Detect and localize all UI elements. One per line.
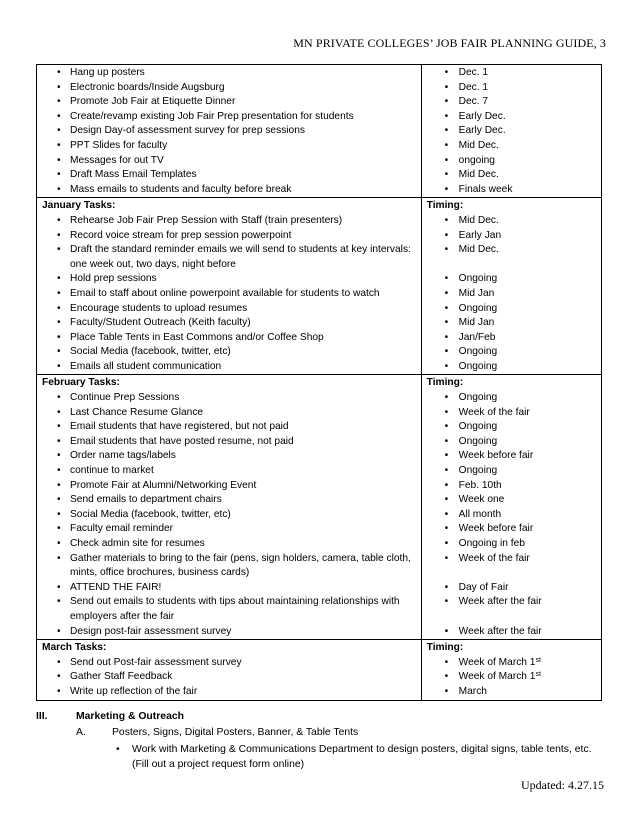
bullet-icon: • bbox=[57, 244, 61, 256]
list-item: • Mid Dec. bbox=[425, 243, 598, 258]
december-tasks-cell bbox=[37, 65, 422, 198]
page-header: MN PRIVATE COLLEGES’ JOB FAIR PLANNING GUIDE, 3 bbox=[293, 36, 606, 50]
list-item: • Design Day-of assessment survey for prep sessions bbox=[40, 124, 418, 139]
bullet-icon: • bbox=[444, 139, 449, 151]
list-item: • Feb. 10th bbox=[425, 479, 598, 494]
bullet-icon: • bbox=[444, 406, 449, 418]
bullet-icon: • bbox=[57, 110, 61, 122]
bullet-icon: • bbox=[444, 435, 449, 447]
list-item: • Write up reflection of the fair bbox=[40, 685, 418, 700]
list-item: • Week of the fair bbox=[425, 552, 598, 567]
marketing-section bbox=[36, 709, 606, 772]
bullet-icon: • bbox=[57, 465, 61, 477]
list-item: • Hang up posters bbox=[40, 66, 418, 81]
list-item: • Promote Fair at Alumni/Networking Event bbox=[40, 479, 418, 494]
list-item: • Send emails to department chairs bbox=[40, 493, 418, 508]
list-item: • Mid Dec. bbox=[425, 214, 598, 229]
bullet-icon: • bbox=[57, 421, 61, 433]
bullet-icon: • bbox=[57, 346, 61, 358]
subsection-text: Posters, Signs, Digital Posters, Banner, & Table Tents bbox=[112, 727, 359, 738]
list-item: • Place Table Tents in East Commons and/or Coffee Shop bbox=[40, 331, 418, 346]
bullet-icon: • bbox=[444, 479, 449, 491]
list-item: • Record voice stream for prep session powerpoint bbox=[40, 229, 418, 244]
march-row bbox=[37, 640, 602, 700]
section-number: III. bbox=[36, 711, 48, 722]
list-item: • March bbox=[425, 685, 598, 700]
list-item: • Order name tags/labels bbox=[40, 449, 418, 464]
march-timing-cell bbox=[421, 640, 601, 700]
bullet-icon: • bbox=[57, 360, 61, 372]
list-item: • Early Dec. bbox=[425, 110, 598, 125]
march-title: March Tasks: bbox=[42, 642, 107, 654]
list-item: • Dec. 1 bbox=[425, 81, 598, 96]
bullet-icon: • bbox=[57, 479, 61, 491]
bullet-icon: • bbox=[57, 450, 61, 462]
list-item: • Week of the fair bbox=[425, 406, 598, 421]
bullet-icon: • bbox=[57, 406, 61, 418]
list-item: • Mid Jan bbox=[425, 287, 598, 302]
bullet-icon: • bbox=[444, 392, 449, 404]
list-item: • Mid Dec. bbox=[425, 168, 598, 183]
bullet-icon: • bbox=[57, 169, 61, 181]
bullet-icon: • bbox=[444, 331, 449, 343]
february-task-list bbox=[40, 391, 418, 639]
task-timing-table bbox=[36, 64, 602, 701]
list-item: • Send out Post-fair assessment survey bbox=[40, 656, 418, 671]
bullet-icon: • bbox=[444, 96, 449, 108]
bullet-icon: • bbox=[444, 110, 449, 122]
bullet-icon: • bbox=[57, 273, 61, 285]
december-timing-cell bbox=[421, 65, 601, 198]
bullet-icon: • bbox=[444, 360, 449, 372]
list-item: • Mass emails to students and faculty before break bbox=[40, 183, 418, 198]
bullet-icon: • bbox=[444, 685, 449, 697]
subsection-letter: A. bbox=[76, 727, 86, 738]
list-item: • PPT Slides for faculty bbox=[40, 139, 418, 154]
february-row bbox=[37, 375, 602, 640]
bullet-icon: • bbox=[57, 96, 61, 108]
list-item: • Email students that have posted resume, not paid bbox=[40, 435, 418, 450]
list-item: • Week after the fair bbox=[425, 625, 598, 640]
january-task-list bbox=[40, 214, 418, 375]
bullet-icon: • bbox=[444, 317, 449, 329]
bullet-icon: • bbox=[57, 538, 61, 549]
list-item: • Electronic boards/Inside Augsburg bbox=[40, 81, 418, 96]
bullet-icon: • bbox=[57, 287, 61, 299]
list-item: • Draft the standard reminder emails we will send to students at key intervals: one week out, two days, night before bbox=[57, 244, 411, 270]
bullet-icon: • bbox=[444, 302, 449, 314]
list-item: • Gather materials to bring to the fair (pens, sign holders, camera, table cloth, mints, office brochures, business cards) bbox=[57, 552, 411, 579]
bullet-icon: • bbox=[57, 154, 61, 166]
january-tasks-cell bbox=[37, 198, 422, 375]
bullet-icon: • bbox=[444, 465, 449, 477]
bullet-icon: • bbox=[444, 183, 449, 195]
bullet-icon: • bbox=[444, 625, 449, 637]
list-item: • Faculty email reminder bbox=[40, 522, 418, 537]
list-item: • Mid Jan bbox=[425, 316, 598, 331]
bullet-icon: • bbox=[57, 656, 61, 668]
bullet-icon: • bbox=[444, 346, 449, 358]
list-item: • Week of March 1st bbox=[425, 656, 598, 671]
updated-date: Updated: 4.27.15 bbox=[521, 778, 604, 792]
list-item: • Messages for out TV bbox=[40, 154, 418, 169]
bullet-icon: • bbox=[444, 671, 449, 683]
december-task-list bbox=[40, 66, 418, 197]
bullet-icon: • bbox=[57, 302, 61, 314]
list-item: • Ongoing bbox=[425, 464, 598, 479]
bullet-icon: • bbox=[57, 685, 61, 697]
january-timing-cell bbox=[421, 198, 601, 375]
january-title: January Tasks: bbox=[42, 200, 116, 212]
bullet-icon: • bbox=[444, 125, 449, 137]
list-item: • All month bbox=[425, 508, 598, 523]
bullet-icon: • bbox=[116, 744, 120, 755]
bullet-icon: • bbox=[57, 331, 61, 343]
list-item: • Week before fair bbox=[425, 449, 598, 464]
list-item: • Ongoing bbox=[425, 360, 598, 375]
list-item: • Last Chance Resume Glance bbox=[40, 406, 418, 421]
january-timing-title: Timing: bbox=[426, 200, 464, 212]
bullet-text: Work with Marketing & Communications Department to design posters, digital signs, table tents, etc. (Fill out a project request form online) bbox=[132, 744, 592, 770]
march-tasks-cell bbox=[37, 640, 422, 700]
ordinal-superscript: st bbox=[535, 671, 541, 679]
bullet-icon: • bbox=[444, 581, 449, 593]
bullet-icon: • bbox=[57, 67, 61, 78]
march-timing-list bbox=[425, 656, 598, 700]
bullet-icon: • bbox=[57, 214, 61, 226]
december-timing-list bbox=[425, 66, 598, 197]
list-item: • Early Dec. bbox=[425, 124, 598, 139]
bullet-icon: • bbox=[57, 494, 61, 506]
march-task-list bbox=[40, 656, 418, 700]
february-timing-title: Timing: bbox=[426, 377, 464, 389]
bullet-icon: • bbox=[444, 229, 449, 241]
bullet-icon: • bbox=[57, 317, 61, 329]
list-item: • Ongoing bbox=[425, 435, 598, 450]
list-item: • Emails all student communication bbox=[40, 360, 418, 375]
section-title: Marketing & Outreach bbox=[76, 711, 184, 722]
february-timing-cell bbox=[421, 375, 601, 640]
bullet-icon: • bbox=[57, 139, 61, 151]
bullet-icon: • bbox=[57, 596, 61, 608]
list-item: • Ongoing bbox=[425, 302, 598, 317]
list-item: • Ongoing bbox=[425, 345, 598, 360]
bullet-icon: • bbox=[444, 244, 449, 256]
list-item: • Social Media (facebook, twitter, etc) bbox=[40, 508, 418, 523]
bullet-icon: • bbox=[444, 421, 449, 433]
list-item: • ATTEND THE FAIR! bbox=[40, 581, 418, 596]
bullet-icon: • bbox=[57, 125, 61, 137]
list-item: • Check admin site for resumes bbox=[40, 537, 418, 552]
list-item: • Week after the fair bbox=[425, 595, 598, 610]
list-item: • Week one bbox=[425, 493, 598, 508]
list-item: • Gather Staff Feedback bbox=[40, 670, 418, 685]
bullet-icon: • bbox=[57, 625, 61, 637]
list-item: • Early Jan bbox=[425, 229, 598, 244]
bullet-icon: • bbox=[444, 596, 449, 608]
bullet-icon: • bbox=[57, 435, 61, 447]
list-item: • Rehearse Job Fair Prep Session with Staff (train presenters) bbox=[40, 214, 418, 229]
bullet-icon: • bbox=[57, 229, 61, 241]
february-timing-list bbox=[425, 391, 598, 639]
list-item: • ongoing bbox=[425, 154, 598, 169]
list-item: • continue to market bbox=[40, 464, 418, 479]
list-item: • Hold prep sessions bbox=[40, 272, 418, 287]
list-item: • Create/revamp existing Job Fair Prep presentation for students bbox=[40, 110, 418, 125]
bullet-icon: • bbox=[444, 81, 449, 93]
list-item bbox=[36, 742, 606, 772]
bullet-icon: • bbox=[444, 656, 449, 668]
ordinal-superscript: st bbox=[535, 656, 541, 664]
list-item: • Email to staff about online powerpoint available for students to watch bbox=[40, 287, 418, 302]
section-heading bbox=[36, 709, 606, 725]
list-item: • Day of Fair bbox=[425, 581, 598, 596]
subsection-heading bbox=[36, 725, 606, 742]
january-timing-list bbox=[425, 214, 598, 375]
bullet-icon: • bbox=[57, 671, 61, 683]
march-timing-title: Timing: bbox=[426, 642, 464, 654]
bullet-icon: • bbox=[57, 81, 61, 93]
bullet-icon: • bbox=[57, 508, 61, 520]
january-row bbox=[37, 198, 602, 375]
bullet-icon: • bbox=[444, 154, 449, 166]
bullet-icon: • bbox=[444, 552, 449, 564]
list-item: • Design post-fair assessment survey bbox=[40, 625, 418, 640]
bullet-icon: • bbox=[444, 523, 449, 535]
bullet-icon: • bbox=[444, 494, 449, 506]
list-item: • Ongoing bbox=[425, 391, 598, 406]
bullet-icon: • bbox=[444, 67, 449, 78]
bullet-icon: • bbox=[444, 287, 449, 299]
bullet-icon: • bbox=[444, 508, 449, 520]
list-item: • Dec. 1 bbox=[425, 66, 598, 81]
list-item: • Draft Mass Email Templates bbox=[40, 168, 418, 183]
bullet-icon: • bbox=[57, 183, 61, 195]
bullet-icon: • bbox=[444, 273, 449, 285]
list-item: • Week of March 1st bbox=[425, 670, 598, 685]
list-item: • Continue Prep Sessions bbox=[40, 391, 418, 406]
february-tasks-cell bbox=[37, 375, 422, 640]
february-title: February Tasks: bbox=[42, 377, 120, 389]
bullet-icon: • bbox=[444, 214, 449, 226]
bullet-icon: • bbox=[57, 392, 61, 404]
list-item: • Ongoing bbox=[425, 272, 598, 287]
december-row bbox=[37, 65, 602, 198]
bullet-icon: • bbox=[444, 450, 449, 462]
list-item: • Promote Job Fair at Etiquette Dinner bbox=[40, 95, 418, 110]
list-item: • Send out emails to students with tips about maintaining relationships with employers after the fair bbox=[57, 596, 400, 622]
bullet-icon: • bbox=[57, 523, 61, 535]
list-item: • Ongoing in feb bbox=[425, 537, 598, 552]
list-item: • Social Media (facebook, twitter, etc) bbox=[40, 345, 418, 360]
list-item: • Encourage students to upload resumes bbox=[40, 302, 418, 317]
list-item: • Email students that have registered, but not paid bbox=[40, 420, 418, 435]
bullet-icon: • bbox=[444, 538, 449, 549]
list-item: • Week before fair bbox=[425, 522, 598, 537]
bullet-icon: • bbox=[57, 552, 61, 564]
bullet-icon: • bbox=[57, 581, 61, 593]
list-item: • Ongoing bbox=[425, 420, 598, 435]
list-item: • Jan/Feb bbox=[425, 331, 598, 346]
list-item: • Dec. 7 bbox=[425, 95, 598, 110]
bullet-icon: • bbox=[444, 169, 449, 181]
list-item: • Mid Dec. bbox=[425, 139, 598, 154]
list-item: • Finals week bbox=[425, 183, 598, 198]
list-item: • Faculty/Student Outreach (Keith faculty) bbox=[40, 316, 418, 331]
